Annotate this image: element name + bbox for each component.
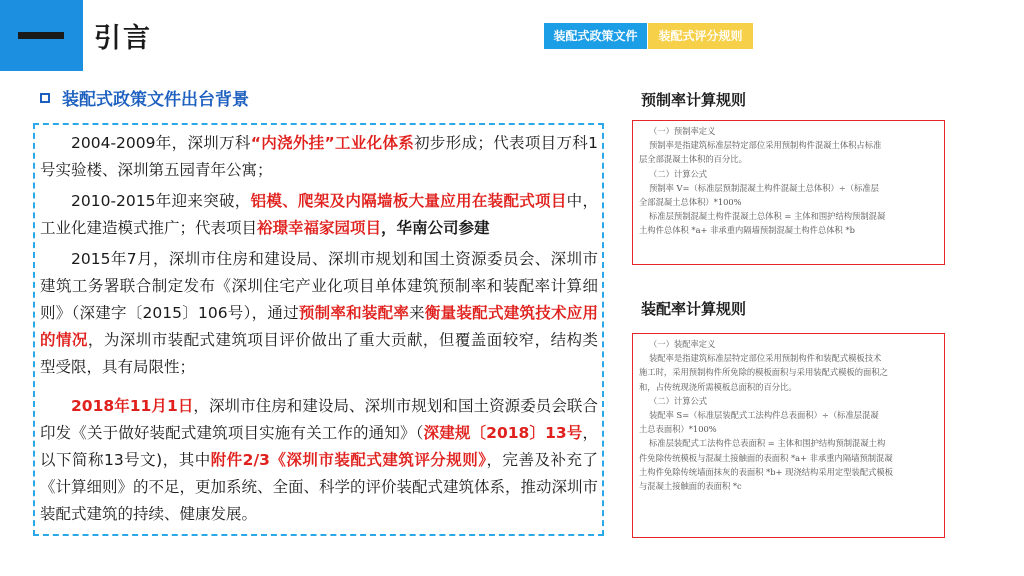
- p4-highlight-date: 2018年11月1日: [71, 397, 194, 415]
- rule1-line: 预制率是指建筑标准层特定部位采用预制构件混凝土体积占标准: [649, 140, 882, 151]
- paragraph-1: [40, 130, 598, 184]
- rule2-line: 装配率 S=（标准层装配式工法构件总表面积）÷（标准层混凝: [649, 410, 879, 421]
- p4-highlight-annex: 附件2/3《深圳市装配式建筑评分规则》: [210, 451, 487, 469]
- rule1-line: 预制率 V=（标准层预制混凝土构件混凝土总体积）÷（标准层: [649, 182, 879, 193]
- p3-text-a: 2015年7月，深圳市住房和建设局、深圳市规划和国土资源委员会、深圳市建筑工务署联合制定发布《深圳住宅产业化项目单体建筑预制率和装配率计算细则》（深建字〔2015〕106号），通过: [40, 250, 598, 322]
- rule2-line: 标准层装配式工法构件总表面积 = 主体和围护结构预制混凝土构: [649, 438, 886, 449]
- prefab-rate-rule-image: [632, 120, 945, 265]
- assembly-rate-rule-image: [632, 333, 945, 538]
- p4-text-f: ，完善及补充了《计算细则》的不足，更加系统、全面、科学的评价装配式建筑体系，推动深圳市装配式建筑的持续、健康发展。: [40, 451, 599, 523]
- p4-text-d: ，以下简称13号文)，其中: [40, 424, 598, 469]
- p1-text-c: 初步形成；代表项目万科1号实验楼、深圳第五园青年公寓；: [40, 134, 598, 179]
- rule1-line: 层全部混凝土体积的百分比。: [639, 154, 747, 165]
- p3-highlight-1: 预制率和装配率: [298, 304, 410, 322]
- rule1-line: （二）计算公式: [649, 168, 708, 179]
- rule2-line: （一）装配率定义: [649, 339, 716, 349]
- rule2-line: 土总表面积）*100%: [639, 424, 717, 435]
- page-title: 引言: [94, 23, 152, 54]
- p4-text-b: ，深圳市住房和建设局、深圳市规划和国土资源委员会联合印发《关于做好装配式建筑项目实施有关工作的通知》（: [40, 397, 598, 442]
- header-dash-mark: [18, 32, 64, 39]
- rule2-line: 与混凝土接触面的表面积 *c: [639, 481, 742, 492]
- p2-highlight-2: 裕璟幸福家园项目: [257, 219, 382, 237]
- p3-highlight-2: 衡量装配式建筑技术应用的情况: [40, 304, 598, 349]
- section-header: [40, 85, 249, 110]
- p1-text-a: 2004-2009年，深圳万科: [71, 134, 251, 152]
- rule2-line: 装配率是指建筑标准层特定部位采用预制构件和装配式模板技术: [649, 353, 882, 364]
- p3-text-c: 来: [409, 304, 425, 322]
- rule1-line: 全部混凝土总体积）*100%: [639, 197, 742, 208]
- p4-highlight-doc: 深建规〔2018〕13号: [423, 424, 583, 442]
- p2-text-c: 中，工业化建造模式推广；代表项目: [40, 192, 598, 237]
- rule1-line: 土构件总体积 *a+ 非承重内隔墙预制混凝土构件总体积 *b: [639, 225, 855, 236]
- p2-text-a: 2010-2015年迎来突破，: [71, 192, 251, 210]
- rule1-line: （一）预制率定义: [649, 126, 716, 136]
- p1-highlight: “内浇外挂”工业化体系: [250, 134, 415, 152]
- p2-highlight-1: 铝模、爬架及内隔墙板大量应用在装配式项目: [250, 192, 567, 210]
- section-title: 装配式政策文件出台背景: [62, 90, 249, 110]
- tab-scoring-rules[interactable]: 装配式评分规则: [648, 23, 753, 49]
- square-bullet-icon: [40, 93, 50, 103]
- prefab-rate-rule-title: 预制率计算规则: [641, 91, 747, 109]
- rule2-line: 件免除传统模板与混凝土接触面的表面积 *a+ 非承重内隔墙预制混凝: [639, 452, 893, 463]
- rule2-line: （二）计算公式: [649, 395, 708, 406]
- p3-text-e: ，为深圳市装配式建筑项目评价做出了重大贡献，但覆盖面较窄，结构类型受限，具有局限性；: [40, 331, 598, 376]
- paragraph-2: [40, 188, 598, 242]
- tab-policy-documents[interactable]: 装配式政策文件: [544, 23, 647, 49]
- paragraph-4: [40, 393, 598, 528]
- p2-bold: ，华南公司参建: [381, 219, 490, 237]
- rule1-line: 标准层预制混凝土构件混凝土总体积 = 主体和围护结构预制混凝: [649, 211, 886, 222]
- header-accent-block: [0, 0, 83, 71]
- assembly-rate-rule-title: 装配率计算规则: [641, 300, 747, 318]
- rule2-line: 和，占传统现浇所需模板总面积的百分比。: [639, 381, 797, 392]
- rule2-line: 施工时，采用预制构件所免除的模板面积与采用装配式模板的面积之: [639, 367, 888, 378]
- rule2-line: 土构件免除传统墙面抹灰的表面积 *b+ 现浇结构采用定型装配式模板: [639, 466, 894, 477]
- paragraph-3: [40, 246, 598, 381]
